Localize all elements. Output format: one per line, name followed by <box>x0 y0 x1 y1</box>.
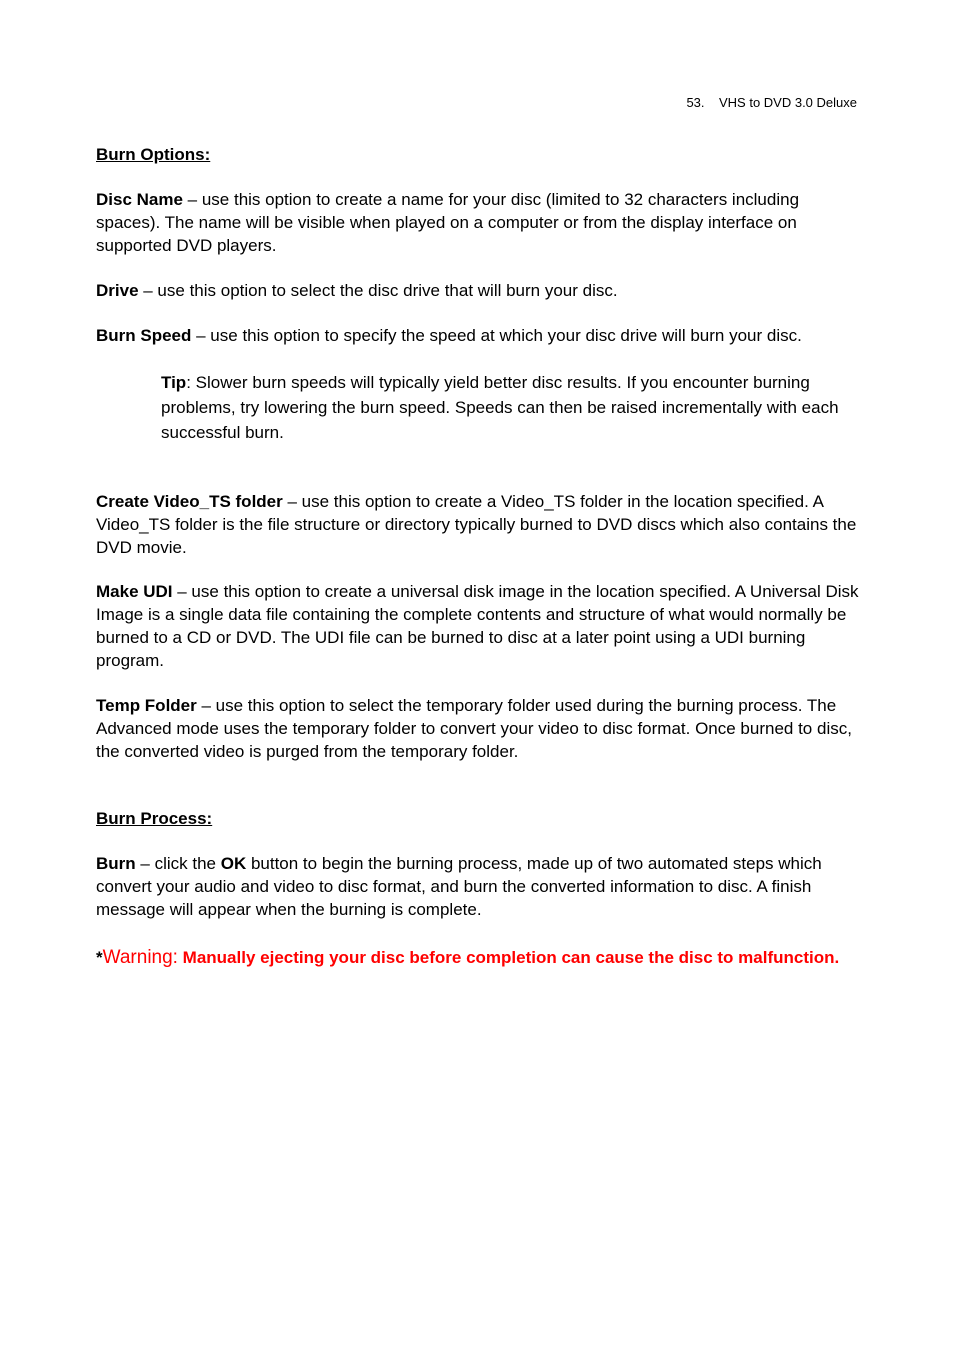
disc-name-term: Disc Name <box>96 190 183 209</box>
temp-folder-paragraph <box>96 694 860 763</box>
page-number: 53. <box>686 95 705 110</box>
burn-speed-paragraph <box>96 324 860 347</box>
burn-speed-term: Burn Speed <box>96 326 192 345</box>
warning-asterisk: * <box>96 948 103 967</box>
make-udi-description: – use this option to create a universal disk image in the location specified. A Universal Disk Image is a single data file containing the complete contents and structure of what would normally be burned to a CD or DVD. The UDI file can be burned to disc at a later point using a UDI burning program. <box>96 582 859 670</box>
video-ts-paragraph <box>96 490 860 559</box>
warning-label: Warning: <box>102 947 178 968</box>
tip-term: Tip <box>161 373 187 392</box>
burn-text-after: button to begin the burning process, made up of two automated steps which convert your audio and video to disc format, and burn the converted information to disc. A finish message will appear when the burning is complete. <box>96 854 822 919</box>
disc-name-paragraph <box>96 188 860 257</box>
make-udi-term: Make UDI <box>96 582 173 601</box>
make-udi-paragraph <box>96 580 860 672</box>
video-ts-description: – use this option to create a Video_TS folder in the location specified. A Video_TS folder is the file structure or directory typically burned to DVD discs which also contains the DVD movie. <box>96 492 857 557</box>
drive-term: Drive <box>96 281 139 300</box>
tip-description: : Slower burn speeds will typically yield better disc results. If you encounter burning problems, try lowering the burn speed. Speeds can then be raised incrementally with each successful burn. <box>161 373 839 442</box>
burn-process-heading: Burn Process: <box>96 809 213 828</box>
temp-folder-description: – use this option to select the temporary folder used during the burning process. The Advanced mode uses the temporary folder to convert your video to disc format. Once burned to disc, the converted video is purged from the temporary folder. <box>96 696 852 761</box>
burn-paragraph <box>96 852 860 921</box>
burn-options-heading: Burn Options: <box>96 145 211 164</box>
document-title: VHS to DVD 3.0 Deluxe <box>718 95 857 110</box>
burn-speed-description: – use this option to specify the speed at which your disc drive will burn your disc. <box>191 326 802 345</box>
warning-text: Manually ejecting your disc before completion can cause the disc to malfunction. <box>177 948 840 967</box>
ok-term: OK <box>220 854 247 873</box>
tip-paragraph <box>161 370 861 445</box>
video-ts-term: Create Video_TS folder <box>96 492 283 511</box>
disc-name-description: – use this option to create a name for your disc (limited to 32 characters including spaces). The name will be visible when played on a computer or from the display interface on supported DVD players. <box>96 190 800 255</box>
burn-term: Burn <box>96 854 136 873</box>
drive-description: – use this option to select the disc drive that will burn your disc. <box>138 281 618 300</box>
warning-paragraph <box>96 945 860 970</box>
drive-paragraph <box>96 279 860 302</box>
temp-folder-term: Temp Folder <box>96 696 197 715</box>
page-header <box>686 95 857 110</box>
burn-text-before: – click the <box>135 854 221 873</box>
